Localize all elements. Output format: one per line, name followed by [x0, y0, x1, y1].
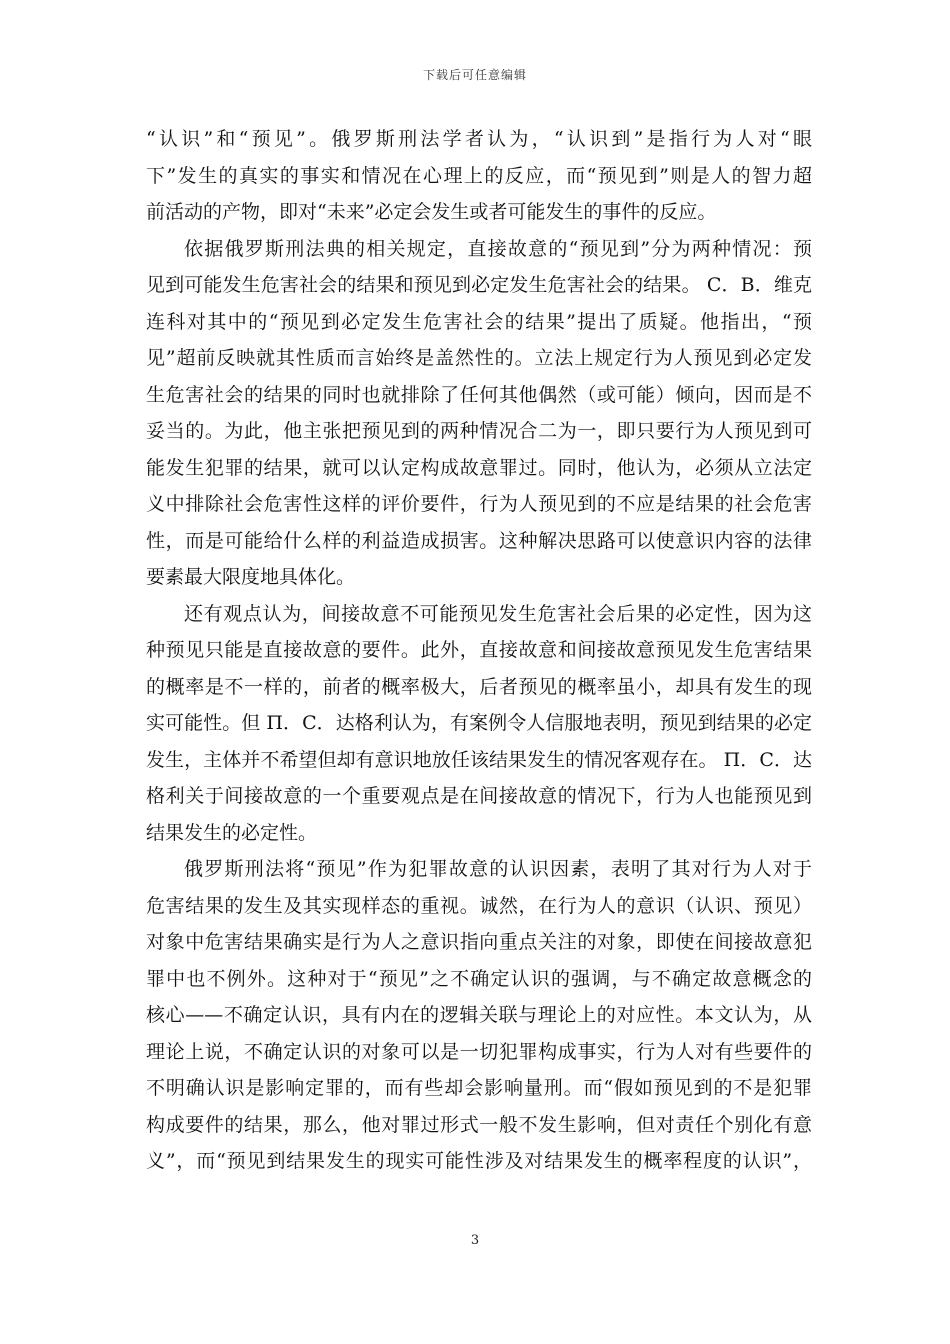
- paragraph-4: [146, 851, 812, 1180]
- text-line: 格利关于间接故意的一个重要观点是在间接故意的情况下，行为人也能预见到: [146, 785, 812, 807]
- text-line: 性，而是可能给什么样的利益造成损害。这种解决思路可以使意识内容的法律: [146, 529, 812, 552]
- page-number: 3: [470, 1233, 480, 1248]
- text-line: 义中排除社会危害性这样的评价要件，行为人预见到的不应是结果的社会危害: [146, 493, 812, 515]
- text-line: 核心——不确定认识，具有内在的逻辑关联与理论上的对应性。本文认为，从: [146, 1004, 812, 1026]
- paragraph-1: [146, 121, 812, 231]
- text-line: “认识”和“预见”。俄罗斯刑法学者认为，“认识到”是指行为人对“眼: [146, 128, 812, 150]
- text-line: 实可能性。但 П．С．达格利认为，有案例令人信服地表明，预见到结果的必定: [146, 712, 812, 734]
- text-line: 生危害社会的结果的同时也就排除了任何其他偶然（或可能）倾向，因而是不: [146, 383, 812, 406]
- text-line: 能发生犯罪的结果，就可以认定构成故意罪过。同时，他认为，必须从立法定: [146, 456, 812, 479]
- text-line: 结果发生的必定性。: [146, 821, 318, 844]
- text-line: 要素最大限度地具体化。: [146, 566, 356, 588]
- document-body: [146, 121, 812, 1180]
- text-line: 妥当的。为此，他主张把预见到的两种情况合二为一，即只要行为人预见到可: [146, 420, 812, 442]
- text-line: 的概率是不一样的，前者的概率极大，后者预见的概率虽小，却具有发生的现: [146, 675, 812, 698]
- text-line: 连科对其中的“预见到必定发生危害社会的结果”提出了质疑。他指出，“预: [146, 310, 812, 333]
- text-line: 种预见只能是直接故意的要件。此外，直接故意和间接故意预见发生危害结果: [146, 639, 812, 661]
- text-line: 下”发生的真实的事实和情况在心理上的反应，而“预见到”则是人的智力超: [146, 164, 812, 187]
- text-line: 依据俄罗斯刑法典的相关规定，直接故意的“预见到”分为两种情况：预: [184, 237, 812, 260]
- paragraph-3: [146, 596, 812, 852]
- text-line: 不明确认识是影响定罪的，而有些却会影响量刑。而“假如预见到的不是犯罪: [146, 1077, 812, 1099]
- text-line: 发生，主体并不希望但却有意识地放任该结果发生的情况客观存在。 П．С．达: [146, 748, 812, 771]
- text-line: 前活动的产物，即对“未来”必定会发生或者可能发生的事件的反应。: [146, 201, 717, 223]
- text-line: 还有观点认为，间接故意不可能预见发生危害社会后果的必定性，因为这: [184, 602, 812, 625]
- text-line: 构成要件的结果，那么，他对罪过形式一般不发生影响，但对责任个别化有意: [146, 1113, 812, 1136]
- text-line: 危害结果的发生及其实现样态的重视。诚然，在行为人的意识（认识、预见）: [146, 894, 812, 917]
- page-header: 下载后可任意编辑: [422, 68, 527, 82]
- text-line: 见到可能发生危害社会的结果和预见到必定发生危害社会的结果。 С．В．维克: [146, 274, 812, 296]
- text-line: 理论上说，不确定认识的对象可以是一切犯罪构成事实，行为人对有些要件的: [146, 1040, 812, 1063]
- text-line: 对象中危害结果确实是行为人之意识指向重点关注的对象，即使在间接故意犯: [146, 931, 812, 953]
- text-line: 罪中也不例外。这种对于“预见”之不确定认识的强调，与不确定故意概念的: [146, 967, 812, 990]
- text-line: 义”，而“预见到结果发生的现实可能性涉及对结果发生的概率程度的认识”，: [146, 1150, 812, 1172]
- text-line: 俄罗斯刑法将“预见”作为犯罪故意的认识因素，表明了其对行为人对于: [184, 858, 812, 880]
- text-line: 见”超前反映就其性质而言始终是盖然性的。立法上规定行为人预见到必定发: [146, 347, 812, 369]
- paragraph-2: [146, 231, 812, 596]
